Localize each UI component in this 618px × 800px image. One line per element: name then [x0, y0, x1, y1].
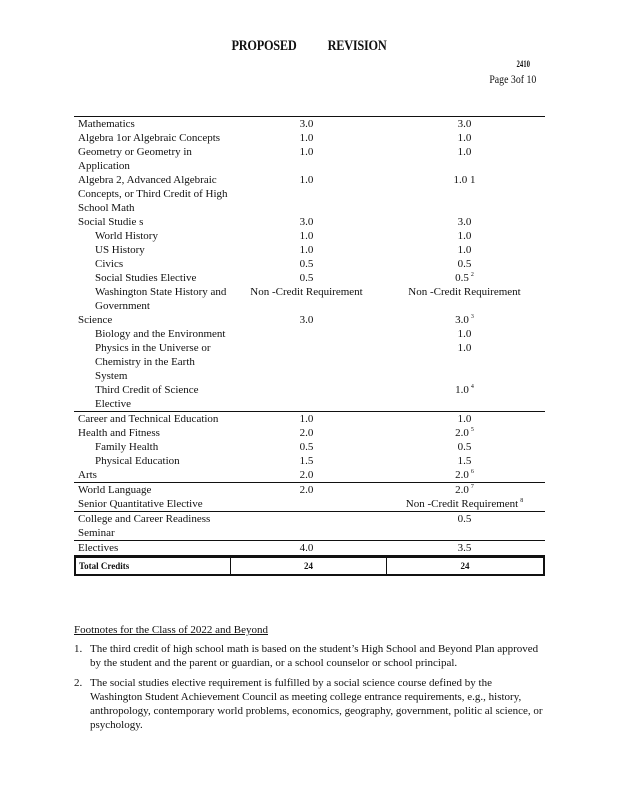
current-credits-cell: [229, 512, 384, 540]
current-credits-cell: 0.5: [299, 258, 314, 270]
document-number: 2410: [516, 59, 530, 69]
credits-table: [74, 116, 545, 576]
current-credits-cell: [229, 383, 384, 411]
table-row: [74, 257, 545, 271]
proposed-credits-cell: [384, 440, 545, 454]
current-credits-cell: [229, 497, 384, 511]
table-row: [74, 483, 545, 497]
current-credits-cell: 1.0: [299, 244, 314, 256]
current-credits-cell: 3.0: [299, 118, 314, 130]
footnotes-list: [74, 642, 544, 738]
totals-current: 24: [231, 558, 387, 574]
subject-cell: Social Studies Elective: [95, 272, 197, 284]
footnotes-heading: Footnotes for the Class of 2022 and Beyond: [74, 624, 269, 636]
proposed-credits-cell: [384, 271, 545, 285]
proposed-credits-cell: [384, 257, 545, 271]
current-credits-cell: 2.0: [299, 469, 314, 481]
table-row: [74, 412, 545, 426]
subject-cell: Biology and the Environment: [95, 328, 226, 340]
current-credits-cell: 0.5: [299, 441, 314, 453]
current-credits-cell: [229, 327, 384, 341]
table-row: [74, 341, 545, 383]
proposed-credits-value: 1.0: [457, 413, 472, 425]
current-credits-cell: 1.0: [299, 230, 314, 242]
title-word-2: REVISION: [327, 38, 387, 54]
table-row: [74, 145, 545, 173]
proposed-credits-cell: [384, 426, 545, 440]
subject-cell: US History: [95, 244, 145, 256]
subject-cell: Electives: [78, 542, 119, 554]
subject-cell: Algebra 2, Advanced Algebraic Concepts, or Third Credit of High School Math: [78, 174, 228, 214]
proposed-credits-cell: [384, 243, 545, 257]
footnote-number: 2.: [74, 677, 83, 689]
table-row: [74, 497, 545, 511]
table-row: [74, 243, 545, 257]
proposed-credits-cell: [384, 145, 545, 173]
table-row: [74, 117, 545, 131]
current-credits-cell: 3.0: [299, 314, 314, 326]
proposed-credits-value: 3.5: [457, 542, 472, 554]
current-credits-cell: 1.0: [299, 146, 314, 158]
subject-cell: Social Studie s: [78, 216, 144, 228]
footnote-text: The third credit of high school math is based on the student’s High School and Beyond Plan approved by the student and the parent or guardian, or a school counselor or school principal.: [90, 643, 539, 669]
subject-cell: Health and Fitness: [78, 427, 160, 439]
current-credits-cell: 2.0: [299, 484, 314, 496]
proposed-credits-cell: [384, 412, 545, 426]
subject-cell: Arts: [78, 469, 97, 481]
current-credits-cell: 2.0: [299, 427, 314, 439]
proposed-credits-value: 1.0 1: [453, 174, 476, 186]
subject-cell: Science: [78, 314, 113, 326]
proposed-credits-value: 1.5: [457, 455, 472, 467]
totals-row: [74, 556, 545, 576]
proposed-credits-cell: [384, 285, 545, 313]
proposed-credits-cell: [384, 454, 545, 468]
subject-cell: Third Credit of Science Elective: [95, 384, 199, 410]
proposed-credits-value: 2.0: [455, 484, 469, 496]
proposed-credits-cell: [384, 483, 545, 497]
proposed-credits-value: 1.0: [455, 384, 469, 396]
proposed-credits-cell: [384, 229, 545, 243]
totals-label: Total Credits: [76, 558, 231, 574]
proposed-credits-value: 1.0: [457, 230, 472, 242]
table-row: [74, 468, 545, 482]
proposed-credits-cell: [384, 173, 545, 215]
footnote-text: The social studies elective requirement is fulfilled by a social science course defined by the Washington Student Achievement Council as meeting college entrance requirements, e.g., history, anthropology, contemporary world problems, economics, geography, government, politic al science, or psychology.: [90, 677, 543, 731]
footnote-marker: 7: [470, 484, 474, 491]
subject-cell: Washington State History and Government: [95, 286, 227, 312]
subject-cell: World Language: [78, 484, 152, 496]
footnote-marker: 4: [470, 384, 474, 391]
proposed-credits-cell: [384, 313, 545, 327]
footnote-marker: 2: [470, 272, 474, 279]
proposed-credits-value: 2.0: [455, 469, 469, 481]
table-row: [74, 229, 545, 243]
current-credits-cell: 1.0: [299, 174, 314, 186]
subject-cell: World History: [95, 230, 158, 242]
table-row-group: [74, 116, 545, 412]
subject-cell: Physical Education: [95, 455, 180, 467]
subject-cell: Career and Technical Education: [78, 413, 219, 425]
current-credits-cell: [229, 341, 384, 383]
proposed-credits-value: 3.0: [457, 118, 472, 130]
proposed-credits-value: 1.0: [457, 244, 472, 256]
subject-cell: College and Career Readiness Seminar: [78, 513, 211, 539]
subject-cell: Civics: [95, 258, 124, 270]
proposed-credits-value: 0.5: [457, 258, 472, 270]
table-row: [74, 454, 545, 468]
table-row-group: [74, 541, 545, 556]
table-row: [74, 271, 545, 285]
subject-cell: Mathematics: [78, 118, 135, 130]
proposed-credits-value: 0.5: [457, 513, 472, 525]
table-row: [74, 131, 545, 145]
proposed-credits-cell: [384, 327, 545, 341]
subject-cell: Family Health: [95, 441, 159, 453]
proposed-credits-cell: [384, 541, 545, 555]
proposed-credits-value: Non -Credit Requirement: [405, 498, 519, 510]
proposed-credits-cell: [384, 383, 545, 411]
proposed-credits-value: 3.0: [457, 216, 472, 228]
table-row: [74, 285, 545, 313]
subject-cell: Senior Quantitative Elective: [78, 498, 203, 510]
table-row: [74, 383, 545, 411]
subject-cell: Algebra 1or Algebraic Concepts: [78, 132, 221, 144]
table-row: [74, 512, 545, 540]
proposed-credits-value: Non -Credit Requirement: [408, 286, 521, 298]
proposed-credits-value: 1.0: [457, 132, 472, 144]
proposed-credits-cell: [384, 468, 545, 482]
proposed-credits-cell: [384, 341, 545, 383]
footnote-marker: 6: [470, 469, 474, 476]
footnote-number: 1.: [74, 643, 83, 655]
totals-proposed: 24: [460, 561, 470, 571]
current-credits-cell: 3.0: [299, 216, 314, 228]
footnote-marker: 3: [470, 314, 474, 321]
page-title: [56, 38, 563, 55]
footnote-item: [74, 676, 544, 732]
proposed-credits-value: 0.5: [455, 272, 469, 284]
table-row: [74, 440, 545, 454]
table-row: [74, 426, 545, 440]
proposed-credits-value: 1.0: [457, 146, 472, 158]
current-credits-cell: 1.0: [299, 413, 314, 425]
subject-cell: Geometry or Geometry in Application: [78, 146, 192, 172]
table-row: [74, 313, 545, 327]
proposed-credits-value: 1.0: [457, 342, 472, 354]
table-row: [74, 173, 545, 215]
current-credits-cell: Non -Credit Requirement: [250, 286, 363, 298]
footnote-marker: 8: [520, 498, 524, 505]
proposed-credits-cell: [384, 131, 545, 145]
proposed-credits-cell: [384, 497, 545, 511]
table-row: [74, 541, 545, 555]
current-credits-cell: 4.0: [299, 542, 314, 554]
table-row-group: [74, 512, 545, 541]
page-number: Page 3of 10: [488, 72, 536, 86]
table-row-group: [74, 412, 545, 483]
footnote-item: [74, 642, 544, 670]
proposed-credits-cell: [384, 215, 545, 229]
subject-cell: Physics in the Universe or Chemistry in the Earth System: [95, 342, 211, 382]
proposed-credits-value: 3.0: [455, 314, 469, 326]
current-credits-cell: 1.0: [299, 132, 314, 144]
table-row-group: [74, 483, 545, 512]
proposed-credits-cell: [384, 117, 545, 131]
table-row: [74, 327, 545, 341]
title-word-1: PROPOSED: [231, 38, 297, 54]
footnote-marker: 5: [470, 427, 474, 434]
proposed-credits-cell: [384, 512, 545, 540]
table-row: [74, 215, 545, 229]
proposed-credits-value: 1.0: [457, 328, 472, 340]
proposed-credits-value: 2.0: [455, 427, 469, 439]
current-credits-cell: 1.5: [299, 455, 314, 467]
current-credits-cell: 0.5: [299, 272, 314, 284]
proposed-credits-value: 0.5: [457, 441, 472, 453]
